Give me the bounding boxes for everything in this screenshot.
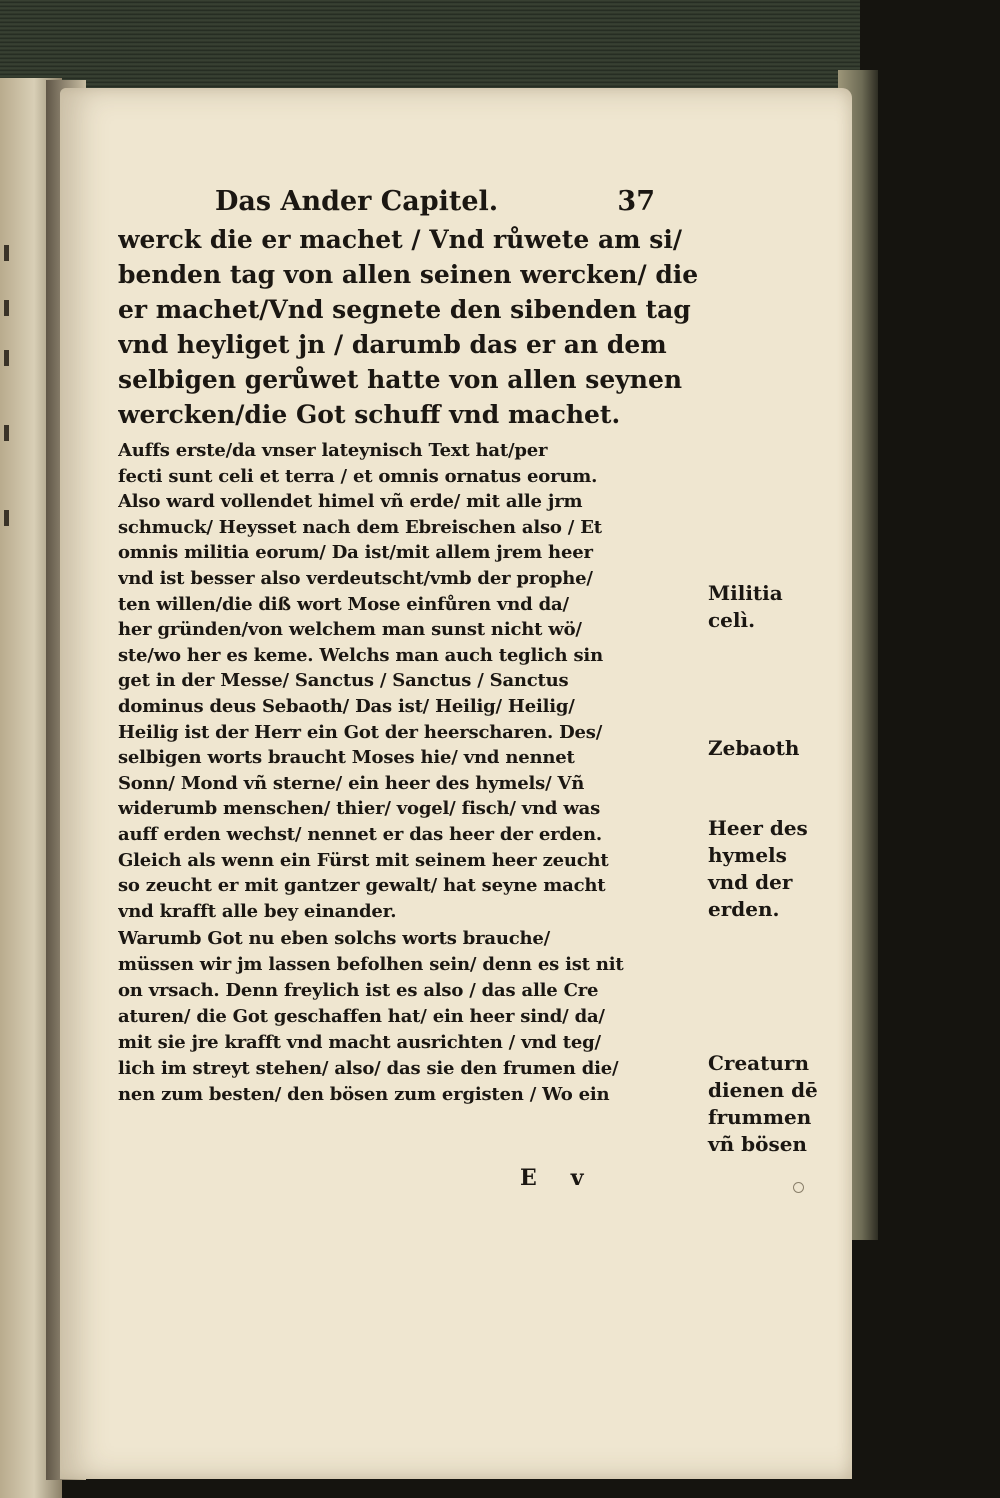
- text-line: get in der Messe/ Sanctus / Sanctus / Sanctus: [118, 670, 569, 692]
- text-line: lich im streyt stehen/ also/ das sie den frumen die/: [118, 1058, 619, 1080]
- text-line: dominus deus Sebaoth/ Das ist/ Heilig/ Heilig/: [118, 695, 575, 717]
- text-line: selbigen gerůwet hatte von allen seynen: [118, 365, 683, 394]
- text-line: mit sie jre krafft vnd macht ausrichten / vnd teg/: [118, 1032, 601, 1054]
- text-line: werck die er machet / Vnd růwete am si/: [118, 225, 683, 254]
- text-line: selbigen worts braucht Moses hie/ vnd nennet: [118, 747, 575, 769]
- text-line: so zeucht er mit gantzer gewalt/ hat seyne macht: [118, 875, 606, 897]
- text-line: Sonn/ Mond vñ sterne/ ein heer des hymels/ Vñ: [118, 772, 585, 794]
- text-line: aturen/ die Got geschaffen hat/ ein heer sind/ da/: [118, 1006, 605, 1028]
- left-page-mark: [4, 510, 9, 526]
- margin-note: Militia celì.: [708, 581, 783, 632]
- left-page-mark: [4, 300, 9, 316]
- text-line: Heilig ist der Herr ein Got der heerscharen. Des/: [118, 721, 603, 743]
- page-header: [215, 186, 655, 226]
- paragraph-top: [118, 222, 703, 432]
- text-line: Gleich als wenn ein Fürst mit seinem heer zeucht: [118, 849, 609, 871]
- signature-mark: [520, 1165, 640, 1191]
- chapter-title: Das Ander Capitel.: [215, 186, 499, 217]
- text-line: on vrsach. Denn freylich ist es also / das alle Cre: [118, 980, 599, 1002]
- text-line: vnd heyliget jn / darumb das er an dem: [118, 330, 667, 359]
- margin-note: Heer des hymels vnd der erden.: [708, 816, 808, 921]
- text-line: Also ward vollendet himel vñ erde/ mit alle jrm: [118, 491, 583, 513]
- text-line: vnd ist besser also verdeutscht/vmb der prophe/: [118, 567, 593, 589]
- text-line: widerumb menschen/ thier/ vogel/ fisch/ vnd was: [118, 798, 601, 820]
- text-line: vnd krafft alle bey einander.: [118, 900, 397, 922]
- text-line: ten willen/die diß wort Mose einfůren vnd da/: [118, 593, 569, 615]
- text-line: benden tag von allen seinen wercken/ die: [118, 260, 699, 289]
- text-line: her gründen/von welchem man sunst nicht wö/: [118, 619, 582, 641]
- text-line: Warumb Got nu eben solchs worts brauche/: [118, 928, 551, 950]
- text-line: schmuck/ Heysset nach dem Ebreischen also / Et: [118, 516, 602, 538]
- page-number: 37: [617, 186, 655, 217]
- margin-note: Zebaoth: [708, 736, 800, 760]
- text-line: nen zum besten/ den bösen zum ergisten / Wo ein: [118, 1084, 610, 1106]
- text-line: omnis militia eorum/ Da ist/mit allem jrem heer: [118, 542, 593, 564]
- ring-mark-icon: [793, 1182, 804, 1193]
- signature-number: v: [570, 1165, 584, 1191]
- left-page-mark: [4, 425, 9, 441]
- text-line: ste/wo her es keme. Welchs man auch teglich sin: [118, 644, 603, 666]
- margin-note: Creaturn dienen dē frummen vñ bösen: [708, 1051, 818, 1156]
- paragraph-bottom: [118, 926, 703, 1108]
- text-line: er machet/Vnd segnete den sibenden tag: [118, 295, 691, 324]
- text-line: auff erden wechst/ nennet er das heer der erden.: [118, 823, 602, 845]
- text-line: wercken/die Got schuff vnd machet.: [118, 400, 621, 429]
- signature-letter: E: [520, 1165, 537, 1191]
- text-line: müssen wir jm lassen befolhen sein/ denn es ist nit: [118, 954, 624, 976]
- paragraph-middle: [118, 438, 703, 924]
- left-page-mark: [4, 245, 9, 261]
- left-page-mark: [4, 350, 9, 366]
- main-text-block: [118, 222, 703, 1108]
- text-line: Auffs erste/da vnser lateynisch Text hat/per: [118, 440, 548, 461]
- text-line: fecti sunt celi et terra / et omnis ornatus eorum.: [118, 465, 598, 487]
